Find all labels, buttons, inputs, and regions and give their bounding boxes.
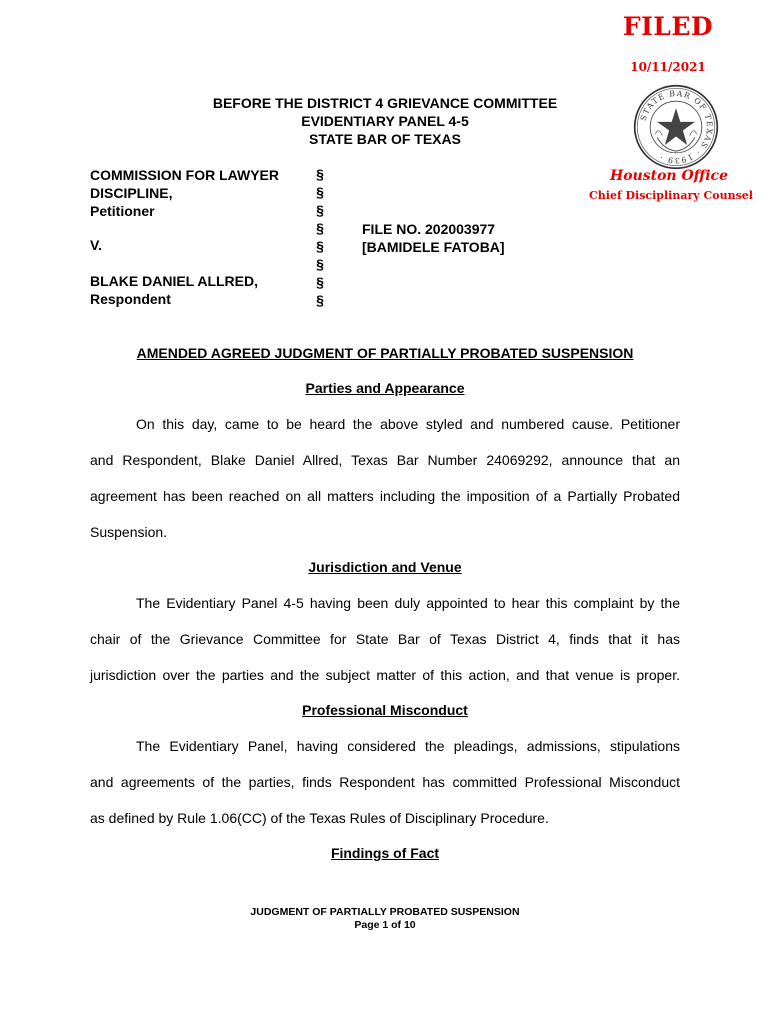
paragraph-line: On this day, came to be heard the above styled and numbered cause. Petitioner — [136, 416, 680, 432]
svg-text:STATE BAR OF TEXAS · 1939 ·: STATE BAR OF TEXAS · 1939 · — [638, 88, 715, 166]
section-symbol: § — [316, 202, 324, 218]
paragraph-line: as defined by Rule 1.06(CC) of the Texas Rules of Disciplinary Procedure. — [90, 810, 549, 826]
footer-title: JUDGMENT OF PARTIALLY PROBATED SUSPENSION — [250, 906, 520, 918]
paragraph-line: and Respondent, Blake Daniel Allred, Texas Bar Number 24069292, announce that an — [90, 452, 680, 468]
filed-date: 10/11/2021 — [630, 60, 706, 74]
state-bar-seal — [633, 84, 719, 170]
petitioner-role: Petitioner — [90, 203, 155, 219]
section-symbol: § — [316, 292, 324, 308]
heading-line-1: BEFORE THE DISTRICT 4 GRIEVANCE COMMITTEE — [212, 95, 558, 111]
file-number: FILE NO. 202003977 — [362, 221, 496, 237]
section-heading-parties: Parties and Appearance — [305, 380, 465, 396]
document-title: AMENDED AGREED JUDGMENT OF PARTIALLY PROBATED SUSPENSION — [136, 345, 634, 361]
paragraph-line: The Evidentiary Panel, having considered the pleadings, admissions, stipulations — [136, 738, 680, 754]
paragraph-line: and agreements of the parties, finds Respondent has committed Professional Misconduct — [90, 774, 680, 790]
section-heading-misconduct: Professional Misconduct — [302, 702, 468, 718]
filed-stamp: FILED — [622, 12, 714, 41]
section-symbol: § — [316, 256, 324, 272]
paragraph-line: Suspension. — [90, 524, 168, 540]
respondent-role: Respondent — [90, 291, 171, 307]
paragraph-line: The Evidentiary Panel 4-5 having been duly appointed to hear this complaint by the — [136, 595, 680, 611]
respondent-name: BLAKE DANIEL ALLRED, — [90, 273, 258, 289]
section-symbol: § — [316, 238, 324, 254]
versus: V. — [90, 237, 102, 253]
paragraph-line: agreement has been reached on all matters including the imposition of a Partially Probated — [90, 488, 680, 504]
page-number: Page 1 of 10 — [354, 919, 416, 931]
section-symbol: § — [316, 274, 324, 290]
section-heading-findings: Findings of Fact — [330, 845, 440, 861]
petitioner-name-line-2: DISCIPLINE, — [90, 185, 173, 201]
chief-disciplinary-counsel-label: Chief Disciplinary Counsel — [589, 189, 753, 202]
section-symbol: § — [316, 220, 324, 236]
section-symbol: § — [316, 166, 324, 182]
section-symbol: § — [316, 184, 324, 200]
section-heading-jurisdiction: Jurisdiction and Venue — [308, 559, 462, 575]
file-name: [BAMIDELE FATOBA] — [362, 239, 505, 255]
paragraph-line: jurisdiction over the parties and the subject matter of this action, and that venue is proper. — [90, 667, 680, 683]
paragraph-line: chair of the Grievance Committee for State Bar of Texas District 4, finds that it has — [90, 631, 680, 647]
heading-line-2: EVIDENTIARY PANEL 4-5 — [301, 113, 469, 129]
houston-office-label: Houston Office — [609, 168, 728, 184]
petitioner-name-line-1: COMMISSION FOR LAWYER — [90, 167, 279, 183]
heading-line-3: STATE BAR OF TEXAS — [309, 131, 461, 147]
